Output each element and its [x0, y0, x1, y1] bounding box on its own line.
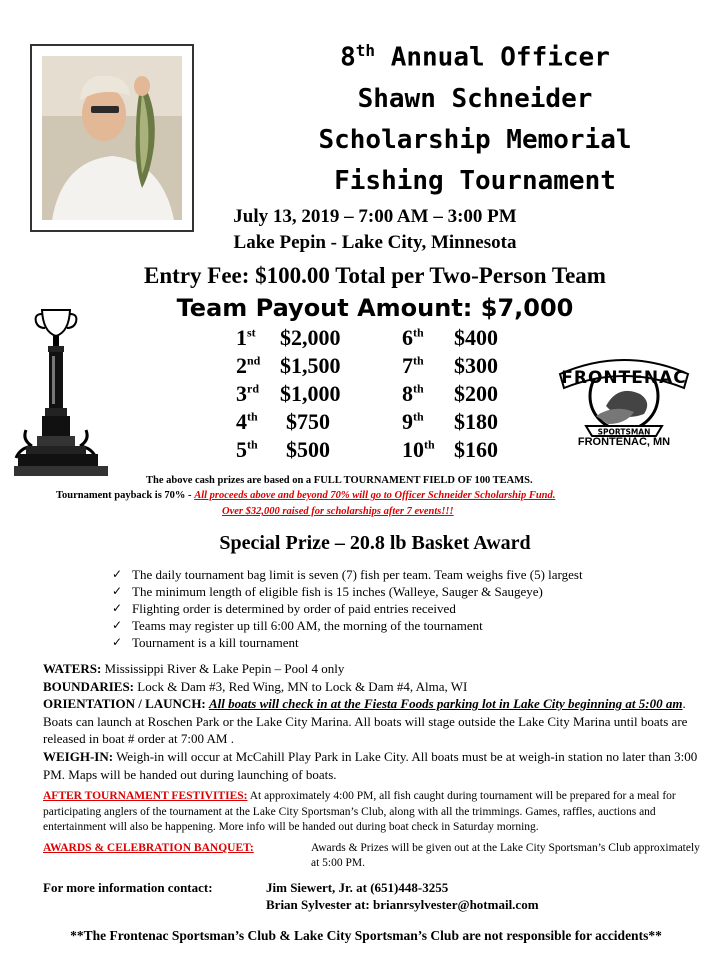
prize-place: 3rd: [236, 381, 259, 406]
memorial-photo: [42, 56, 182, 220]
prize-place: 8th: [402, 381, 424, 406]
event-date-time: July 13, 2019 – 7:00 AM – 3:00 PM: [233, 206, 517, 227]
prize-amount: $160: [454, 437, 498, 462]
prize-amount: $750: [286, 409, 330, 434]
prize-amount: $200: [454, 381, 498, 406]
scholarship-note: Over $32,000 raised for scholarships after 7 events!!!: [222, 506, 454, 517]
checkmark-icon: ✓: [112, 618, 123, 632]
banquet-label: AWARDS & CELEBRATION BANQUET:: [43, 842, 254, 854]
checkmark-icon: ✓: [112, 567, 123, 581]
rule-item: ✓ Tournament is a kill tournament: [112, 635, 299, 650]
tournament-info: [43, 660, 703, 783]
launch-paragraph: ORIENTATION / LAUNCH: All boats will check in at the Fiesta Foods parking lot in Lake City beginning at 5:00 am. Boats can launch at Roschen Park or the Lake City Marina. All boats will stage outside the Lake City Marina until boats are released in boat # order at 7:00 AM .: [43, 696, 688, 747]
prize-place: 7th: [402, 353, 424, 378]
payback-note: Tournament payback is 70% - All proceeds above and beyond 70% will go to Officer Schneider Scholarship Fund.: [56, 490, 556, 501]
checkmark-icon: ✓: [112, 635, 123, 649]
title-line-4: Fishing Tournament: [334, 165, 616, 196]
title-line-3: Scholarship Memorial: [318, 124, 632, 155]
rule-item: ✓ Flighting order is determined by order of paid entries received: [112, 601, 456, 616]
rule-item: ✓ The minimum length of eligible fish is 15 inches (Walleye, Sauger & Saugeye): [112, 584, 543, 599]
tournament-title: [230, 30, 720, 202]
memorial-photo-frame: [30, 44, 194, 232]
special-prize: Special Prize – 20.8 lb Basket Award: [219, 532, 531, 554]
trophy-icon: [12, 308, 112, 480]
prize-place: 6th: [402, 325, 424, 350]
prize-amount: $500: [286, 437, 330, 462]
contact-label: For more information contact:: [43, 880, 213, 895]
logo-banner-text: SPORTSMAN: [597, 427, 651, 437]
contact-details: [266, 879, 539, 913]
prize-amount: $400: [454, 325, 498, 350]
checkmark-icon: ✓: [112, 584, 123, 598]
contact-jim: Jim Siewert, Jr. at (651)448-3255: [266, 880, 449, 895]
rule-item: ✓ The daily tournament bag limit is seven (7) fish per team. Team weighs five (5) largest: [112, 567, 583, 582]
title-line-2: Shawn Schneider: [357, 83, 593, 114]
rule-item: ✓ Teams may register up till 6:00 AM, the morning of the tournament: [112, 618, 483, 633]
prize-place: 10th: [402, 437, 435, 462]
prize-amount: $1,500: [280, 353, 341, 378]
disclaimer: **The Frontenac Sportsman’s Club & Lake City Sportsman’s Club are not responsible for accidents**: [70, 928, 662, 943]
prize-amount: $2,000: [280, 325, 341, 350]
festivities-paragraph: AFTER TOURNAMENT FESTIVITIES: At approximately 4:00 PM, all fish caught during tournament will be prepared for a meal for participating anglers of the tournament at the Lake City Sportsman’s Club, along with all the trimmings. Games, raffles, auctions and entertainment will also be happening. More info will be handed out during boat check in Saturday morning.: [43, 790, 676, 833]
waters-line: WATERS: Mississippi River & Lake Pepin – Pool 4 only: [43, 661, 345, 676]
contact-brian: Brian Sylvester at: brianrsylvester@hotmail.com: [266, 897, 539, 912]
prize-place: 1st: [236, 325, 256, 350]
event-location: Lake Pepin - Lake City, Minnesota: [233, 232, 517, 253]
title-line-1: 8th Annual Officer: [340, 41, 610, 73]
prize-place: 2nd: [236, 353, 261, 378]
team-payout: Team Payout Amount: $7,000: [176, 294, 574, 322]
boundaries-line: BOUNDARIES: Lock & Dam #3, Red Wing, MN to Lock & Dam #4, Alma, WI: [43, 678, 468, 694]
entry-fee: Entry Fee: $100.00 Total per Two-Person Team: [144, 263, 606, 288]
prize-place: 4th: [236, 409, 258, 434]
logo-caption: FRONTENAC, MN: [577, 436, 671, 448]
prize-place: 5th: [236, 437, 258, 462]
prize-amount: $1,000: [280, 381, 341, 406]
banquet-text: Awards & Prizes will be given out at the Lake City Sportsman’s Club approximately at 5:00 PM.: [311, 842, 700, 869]
prize-place: 9th: [402, 409, 424, 434]
checkmark-icon: ✓: [112, 601, 123, 615]
prize-amount: $300: [454, 353, 498, 378]
prize-note: The above cash prizes are based on a FULL TOURNAMENT FIELD OF 100 TEAMS.: [146, 475, 533, 486]
logo-top-text: FRONTENAC: [561, 368, 687, 388]
rules-list: [112, 566, 583, 651]
prize-amount: $180: [454, 409, 498, 434]
weighin-paragraph: WEIGH-IN: Weigh-in will occur at McCahill Play Park in Lake City. All boats must be at weigh-in station no later than 3:00 PM. Maps will be handed out during launching of boats.: [43, 748, 698, 782]
